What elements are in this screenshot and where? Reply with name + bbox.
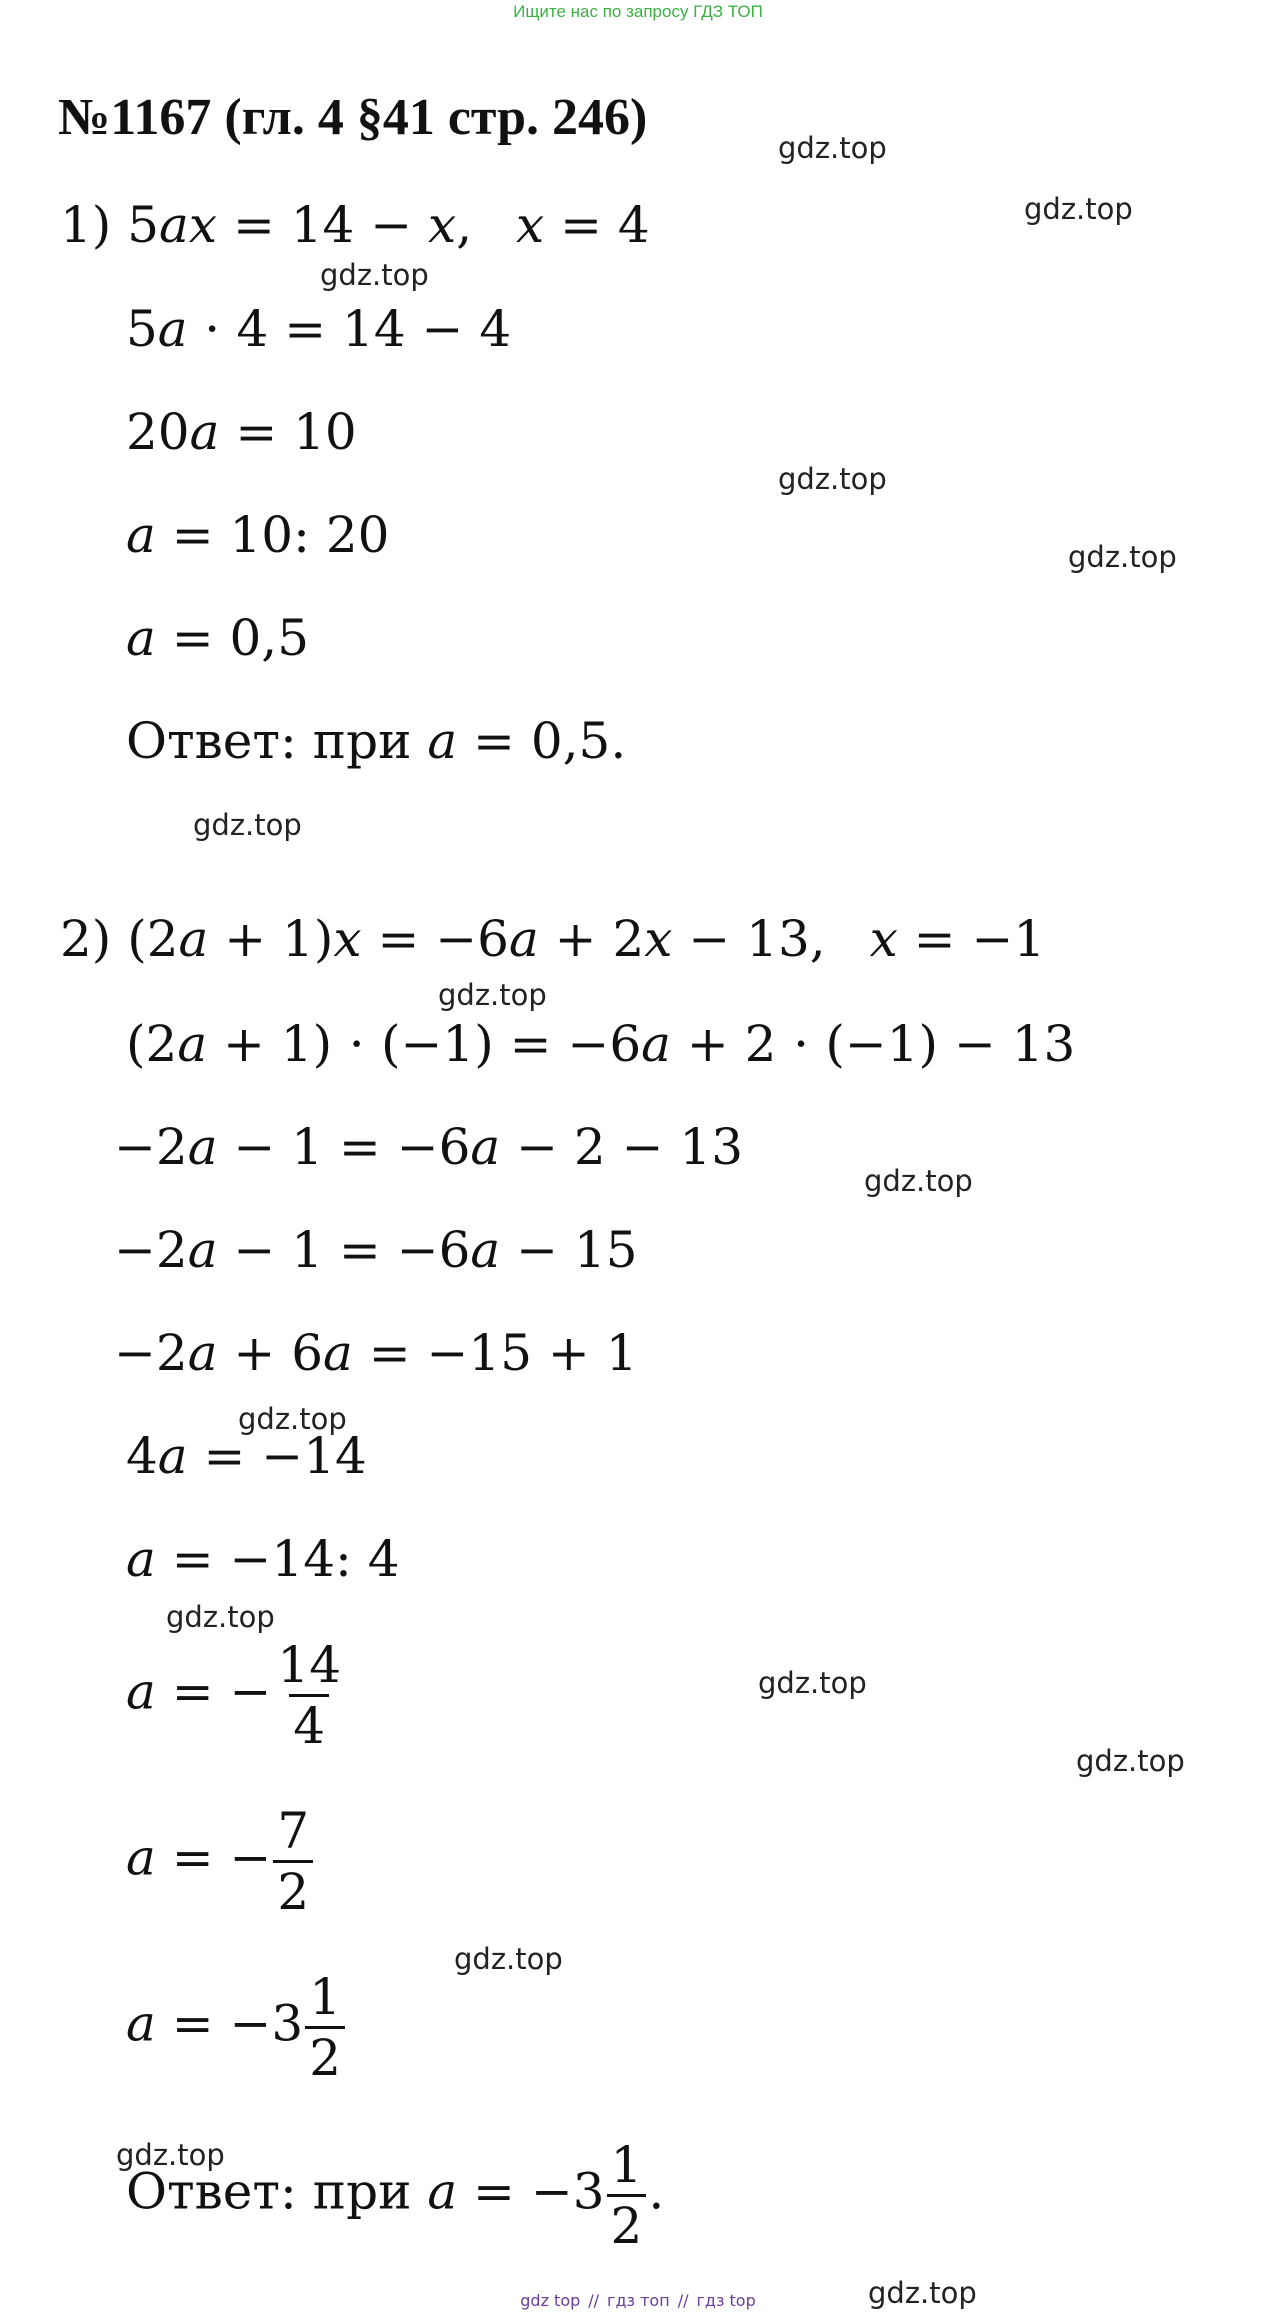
task-2-step: (2𝑎 + 1) ⋅ (−1) = −6𝑎 + 2 ⋅ (−1) − 13 (126, 1015, 1076, 1073)
watermark: gdz.top (116, 2138, 225, 2172)
task-1-step: 𝑎 = 10: 20 (126, 506, 390, 564)
footer-links (0, 2291, 1276, 2310)
watermark: gdz.top (778, 462, 887, 496)
watermark: gdz.top (868, 2276, 977, 2310)
task-2-fraction-step: 𝑎 = − $\frac{7}{2}$ (126, 1806, 315, 1917)
problem-title: №1167 (гл. 4 §41 стр. 246) (58, 89, 648, 146)
task-2-number: 2) (60, 910, 112, 968)
fraction: $\frac{1}{2}$ (607, 2140, 647, 2251)
task-1-statement (60, 196, 650, 254)
watermark: gdz.top (864, 1164, 973, 1198)
task-2-step: 4𝑎 = −14 (126, 1427, 367, 1485)
task-1-step: 𝑎 = 0,5 (126, 609, 310, 667)
watermark: gdz.top (758, 1666, 867, 1700)
task-1-step: 20𝑎 = 10 (126, 403, 357, 461)
fraction: $\frac{1}{2}$ (305, 1972, 345, 2083)
watermark: gdz.top (320, 258, 429, 292)
footer-separator: // (677, 2291, 689, 2310)
watermark: gdz.top (778, 131, 887, 165)
watermark: gdz.top (1068, 540, 1177, 574)
watermark: gdz.top (454, 1942, 563, 1976)
watermark: gdz.top (1076, 1744, 1185, 1778)
task-2-step: 𝑎 = −14: 4 (126, 1530, 400, 1588)
task-2-equation: (2𝑎 + 1)𝑥 = −6𝑎 + 2𝑥 − 13, (127, 910, 826, 968)
task-2-mixed-number-step: 𝑎 = −3 $\frac{1}{2}$ (126, 1972, 347, 2083)
task-2-condition: 𝑥 = −1 (869, 910, 1046, 968)
task-2-step: −2𝑎 − 1 = −6𝑎 − 2 − 13 (114, 1118, 744, 1176)
watermark: gdz.top (238, 1402, 347, 1436)
task-2-statement (60, 910, 1045, 968)
fraction: $\frac{7}{2}$ (273, 1806, 313, 1917)
fraction: $\frac{14}{4}$ (277, 1636, 342, 1755)
task-1-step: 5𝑎 ⋅ 4 = 14 − 4 (126, 300, 512, 358)
task-2-answer: Ответ: при 𝑎 = −3 $\frac{1}{2}$ . (126, 2136, 665, 2255)
footer-separator: // (588, 2291, 600, 2310)
task-2-fraction-step: 𝑎 = − $\frac{14}{4}$ (126, 1640, 347, 1751)
footer-link[interactable]: гдз top (696, 2291, 756, 2310)
footer-link[interactable]: гдз топ (607, 2291, 670, 2310)
footer-link[interactable]: gdz top (520, 2291, 581, 2310)
watermark: gdz.top (166, 1600, 275, 1634)
task-1-equation: 5𝑎𝑥 = 14 − 𝑥, (127, 196, 473, 254)
task-2-step: −2𝑎 − 1 = −6𝑎 − 15 (114, 1221, 638, 1279)
top-banner: Ищите нас по запросу ГДЗ ТОП (513, 2, 763, 21)
watermark: gdz.top (193, 808, 302, 842)
watermark: gdz.top (1024, 192, 1133, 226)
task-1-answer: Ответ: при 𝑎 = 0,5. (126, 712, 627, 770)
watermark: gdz.top (438, 978, 547, 1012)
task-2-step: −2𝑎 + 6𝑎 = −15 + 1 (114, 1324, 638, 1382)
task-1-number: 1) (60, 196, 112, 254)
task-1-condition: 𝑥 = 4 (516, 196, 650, 254)
